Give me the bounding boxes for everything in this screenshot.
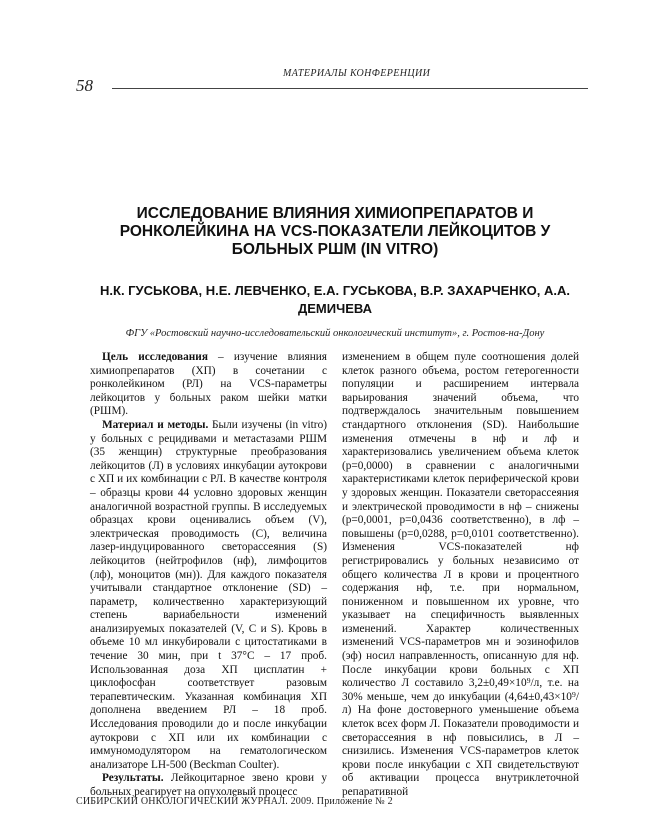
results-text-start: Лейкоцитарное звено крови у больных реагирует на опухолевый процесс [90,772,327,798]
article-authors: Н.К. ГУСЬКОВА, Н.Е. ЛЕВЧЕНКО, Е.А. ГУСЬКОВА, В.Р. ЗАХАРЧЕНКО, А.А. ДЕМИЧЕВА [100,283,570,316]
body-column-right [342,351,579,800]
results-text-continued: изменением в общем пуле соотношения долей клеток разного объема, ростом гетерогенности популяции и расширением интервала варьирования значений объема, что подтверждалось значительным повышением стандартного отклонения (SD). Наибольшие изменения отмечены в нф и лф и характеризовались увеличением объема клеток (р=0,0000) в сравнении с аналогичными характеристиками клеток периферической крови у здоровых женщин. Показатели светорассеяния и электрической проводимости в нф – снижены (р=0,0001, р=0,0436 соответственно), в лф – повышены (р=0,0288, р=0,0101 соответственно). Изменения VCS-показателей нф регистрировались у больных независимо от общего количества Л в крови и процентного содержания нф, т.е. при нормальном, пониженном и повышенном их уровне, что указывает на специфичность выявленных изменений. Характер количественных изменений VCS-параметров мн и эозинофилов (эф) носил направленность, описанную для нф. После инкубации крови больных с ХП количество Л составило 3,2±0,49×10⁹/л, т.е. на 30% меньше, чем до инкубации (4,64±0,43×10⁹/л) На фоне достоверного уменьшение объема клеток всех форм Л. Показатели проводимости и светорассеяния в нф повысились, в Л – снизились. Изменения VCS-параметров клеток крови после инкубации с ХП свидетельствуют об активации процесса внутриклеточной репаративной [342,351,579,798]
running-header: МАТЕРИАЛЫ КОНФЕРЕНЦИИ [283,68,431,79]
paragraph-results-continued [342,351,579,800]
header-rule [112,88,588,89]
aim-heading: Цель исследования [102,351,208,363]
body-column-left [90,351,327,800]
methods-heading: Материал и методы. [102,418,209,431]
article-affiliation: ФГУ «Ростовский научно-исследовательский онкологический институт», г. Ростов-на-Дону [125,328,545,339]
page-number: 58 [76,76,93,95]
paragraph-methods [90,419,327,772]
results-heading: Результаты. [102,772,164,785]
article-title: ИССЛЕДОВАНИЕ ВЛИЯНИЯ ХИМИОПРЕПАРАТОВ И РОНКОЛЕЙКИНА НА VCS-ПОКАЗАТЕЛИ ЛЕЙКОЦИТОВ У БОЛЬНЫХ РШМ (IN VITRO) [119,205,551,258]
journal-footer: СИБИРСКИЙ ОНКОЛОГИЧЕСКИЙ ЖУРНАЛ. 2009. Приложение № 2 [76,796,393,807]
paragraph-aim [90,351,327,419]
aim-text: – изучение влияния химиопрепаратов (ХП) в сочетании с ронколейкином (РЛ) на VCS-параметры лейкоцитов у больных раком шейки матки (РШМ). [90,351,327,418]
methods-text: Были изучены (in vitro) у больных с рецидивами и метастазами РШМ (35 женщин) структурные преобразования лейкоцитов (Л) в условиях инкубации аутокрови с ХП и их комбинации с РЛ. В качестве контроля – образцы крови 44 условно здоровых женщин аналогичной возрастной группы. В исследуемых образцах крови оценивались объем (V), электрическая проводимость (С), величина лазер-индуцированного светорассеяния (S) лейкоцитов (нейтрофилов (нф), лимфоцитов (лф), моноцитов (мн)). Для каждого показателя учитывали стандартное отклонение (SD) – параметр, количественно характеризующий степень вариабельности изменений анализируемых показателей (V, C и S). Кровь в объеме 10 мл инкубировали с цитостатиками в течение 30 мин, при t 37°С – 17 проб. Использованная доза ХП цисплатин + циклофосфан соответствует разовым терапевтическим. Указанная комбинация ХП дополнена введением РЛ – 18 проб. Исследования проводили до и после инкубации аутокрови с ХП или их комбинации с иммуномодулятором на гематологическом анализаторе LH-500 (Beckman Coulter). [90,418,327,771]
